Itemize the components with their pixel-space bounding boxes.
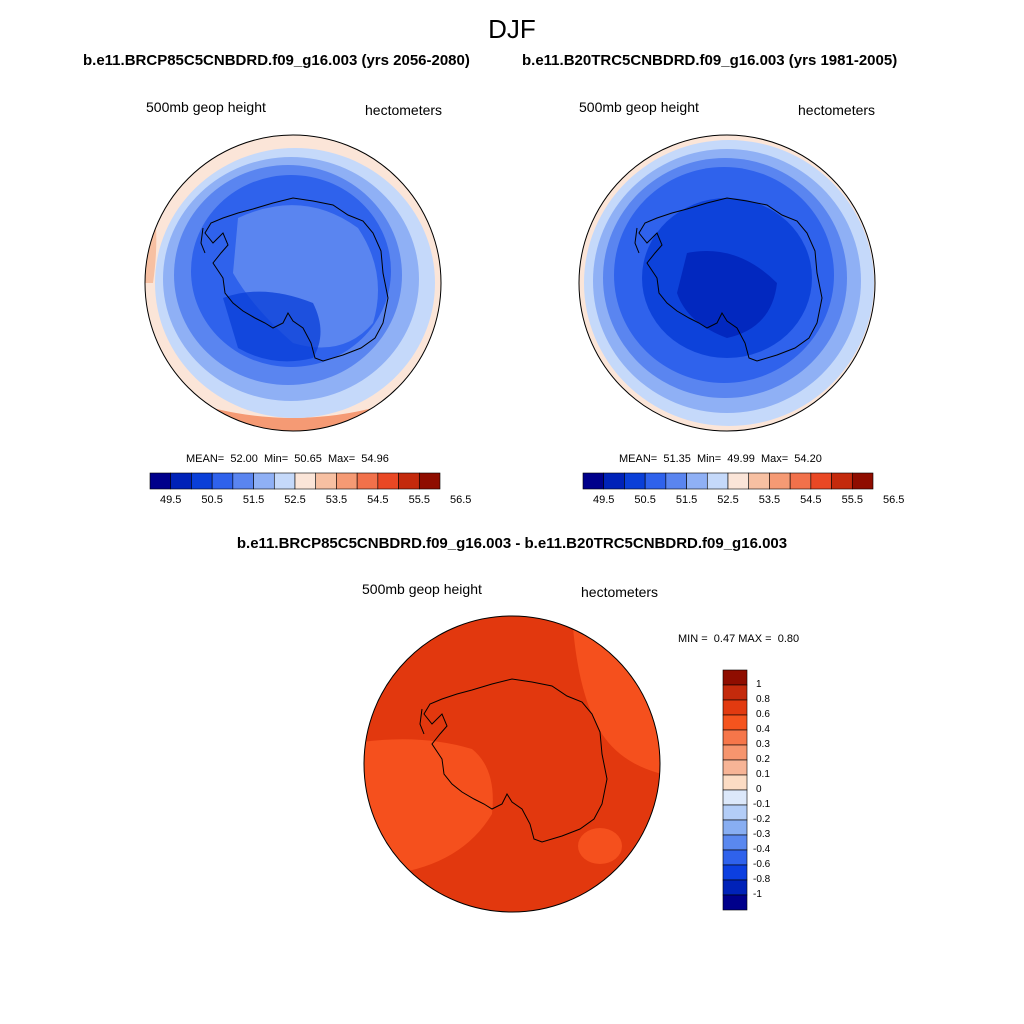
colorbar-swatch [645, 473, 666, 489]
difference-variable: 500mb geop height [362, 581, 482, 597]
colorbar-left-ticks [150, 494, 472, 508]
colorbar-swatch [723, 715, 747, 730]
panel-right-title: b.e11.B20TRC5CNBDRD.f09_g16.003 (yrs 1981-2005) [522, 52, 898, 69]
colorbar-tick-label: 51.5 [675, 494, 698, 506]
colorbar-level-label: -0.4 [753, 844, 771, 855]
panel-right-stats: MEAN= 51.35 Min= 49.99 Max= 54.20 [619, 453, 822, 465]
colorbar-tick-label: 50.5 [201, 494, 223, 506]
colorbar-swatch [583, 473, 604, 489]
colorbar-swatch [171, 473, 192, 489]
colorbar-right [583, 473, 873, 489]
colorbar-swatch [316, 473, 337, 489]
colorbar-swatch [378, 473, 399, 489]
colorbar-right-ticks [583, 494, 905, 508]
colorbar-swatch [723, 730, 747, 745]
colorbar-swatch [723, 745, 747, 760]
colorbar-tick-label: 50.5 [634, 494, 656, 506]
colorbar-tick-label: 52.5 [717, 494, 739, 506]
map-left [143, 133, 443, 433]
colorbar-swatch [357, 473, 378, 489]
colorbar-difference [723, 670, 747, 910]
panel-left-variable: 500mb geop height [146, 99, 266, 115]
colorbar-swatch [295, 473, 316, 489]
colorbar-swatch [723, 685, 747, 700]
colorbar-level-label: 0.1 [756, 769, 770, 780]
colorbar-swatch [811, 473, 832, 489]
colorbar-swatch [723, 895, 747, 910]
panel-right-variable: 500mb geop height [579, 99, 699, 115]
colorbar-swatch [723, 820, 747, 835]
colorbar-swatch [723, 775, 747, 790]
colorbar-level-label: 0.8 [756, 694, 770, 705]
colorbar-level-label: -0.3 [753, 829, 771, 840]
colorbar-swatch [150, 473, 171, 489]
colorbar-level-label: 0 [756, 784, 762, 795]
colorbar-swatch [336, 473, 357, 489]
colorbar-swatch [687, 473, 708, 489]
map-right [577, 133, 877, 433]
colorbar-swatch [728, 473, 749, 489]
colorbar-swatch [666, 473, 687, 489]
colorbar-left [150, 473, 440, 489]
colorbar-tick-label: 55.5 [408, 494, 430, 506]
colorbar-swatch [399, 473, 420, 489]
colorbar-swatch [419, 473, 440, 489]
colorbar-swatch [852, 473, 873, 489]
colorbar-level-label: -0.2 [753, 814, 771, 825]
colorbar-tick-label: 55.5 [841, 494, 863, 506]
colorbar-tick-label: 56.5 [882, 494, 905, 506]
colorbar-swatch [723, 865, 747, 880]
difference-title: b.e11.BRCP85C5CNBDRD.f09_g16.003 - b.e11.B20TRC5CNBDRD.f09_g16.003 [236, 535, 788, 552]
colorbar-swatch [723, 850, 747, 865]
colorbar-level-label: 0.3 [756, 739, 770, 750]
colorbar-swatch [769, 473, 790, 489]
panel-left-stats: MEAN= 52.00 Min= 50.65 Max= 54.96 [186, 453, 389, 465]
colorbar-swatch [723, 670, 747, 685]
colorbar-level-label: -0.6 [753, 859, 771, 870]
colorbar-swatch [723, 805, 747, 820]
colorbar-tick-label: 56.5 [449, 494, 472, 506]
panel-left-units: hectometers [365, 102, 443, 118]
colorbar-swatch [749, 473, 770, 489]
colorbar-level-label: 0.4 [756, 724, 770, 735]
colorbar-tick-label: 54.5 [800, 494, 822, 506]
colorbar-swatch [723, 835, 747, 850]
panel-right-units: hectometers [798, 102, 876, 118]
colorbar-swatch [191, 473, 212, 489]
colorbar-tick-label: 51.5 [242, 494, 265, 506]
colorbar-level-label: -0.1 [753, 799, 771, 810]
colorbar-swatch [832, 473, 853, 489]
colorbar-swatch [723, 790, 747, 805]
colorbar-swatch [604, 473, 625, 489]
colorbar-swatch [254, 473, 275, 489]
colorbar-difference-labels [753, 670, 793, 910]
colorbar-swatch [723, 880, 747, 895]
colorbar-tick-label: 52.5 [284, 494, 306, 506]
colorbar-tick-label: 49.5 [592, 494, 615, 506]
colorbar-level-label: -1 [753, 889, 762, 900]
colorbar-swatch [723, 760, 747, 775]
colorbar-tick-label: 53.5 [758, 494, 781, 506]
colorbar-level-label: 1 [756, 679, 762, 690]
panel-left-title: b.e11.BRCP85C5CNBDRD.f09_g16.003 (yrs 2056-2080) [83, 52, 470, 69]
colorbar-swatch [723, 700, 747, 715]
colorbar-level-label: 0.6 [756, 709, 770, 720]
colorbar-swatch [233, 473, 254, 489]
map-difference [362, 614, 662, 914]
colorbar-swatch [790, 473, 811, 489]
colorbar-swatch [624, 473, 645, 489]
figure-title: DJF [488, 14, 536, 44]
colorbar-swatch [212, 473, 233, 489]
colorbar-swatch [274, 473, 295, 489]
colorbar-tick-label: 53.5 [325, 494, 348, 506]
colorbar-tick-label: 54.5 [367, 494, 389, 506]
difference-units: hectometers [581, 584, 659, 600]
colorbar-tick-label: 49.5 [159, 494, 182, 506]
colorbar-level-label: -0.8 [753, 874, 771, 885]
colorbar-level-label: 0.2 [756, 754, 770, 765]
colorbar-swatch [707, 473, 728, 489]
difference-stats: MIN = 0.47 MAX = 0.80 [678, 633, 800, 645]
